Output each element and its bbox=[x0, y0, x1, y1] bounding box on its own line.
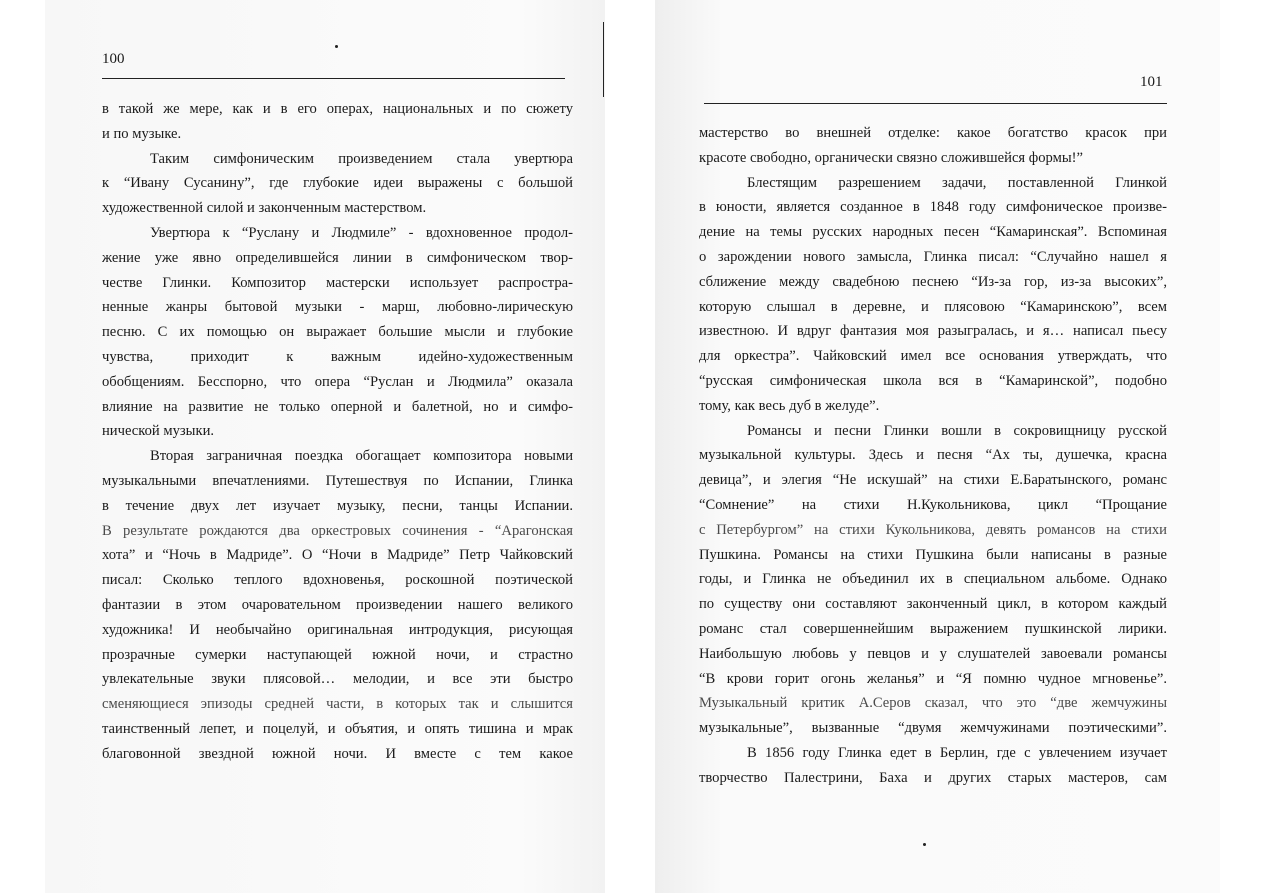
text-line: сближение между свадебною песнею “Из-за гор, из-за высоких”, bbox=[699, 273, 1167, 290]
text-line: известною. И вдруг фантазия моя разыгралась, и я… написал пьесу bbox=[699, 323, 1167, 340]
scan-speck bbox=[923, 843, 926, 846]
text-line: музыкальными впечатлениями. Путешествуя по Испании, Глинка bbox=[102, 472, 573, 489]
text-line: мастерство во внешней отделке: какое богатство красок при bbox=[699, 125, 1167, 141]
text-line: годы, и Глинка не объединил их в специальном альбоме. Однако bbox=[699, 571, 1167, 588]
text-line: Романсы и песни Глинки вошли в сокровищницу русской bbox=[747, 422, 1167, 439]
text-line: песню. С их помощью он выражает большие мысли и глубокие bbox=[102, 324, 573, 341]
text-line: красоте свободно, органически связно сложившейся формы!” bbox=[699, 149, 1083, 166]
text-line: по существу они составляют законченный цикл, в котором каждый bbox=[699, 596, 1167, 613]
text-line: нической музыки. bbox=[102, 423, 215, 440]
text-line: в такой же мере, как и в его операх, национальных и по сюжету bbox=[102, 101, 573, 117]
text-line: хота” и “Ночь в Мадриде”. О “Ночи в Мадриде” Петр Чайковский bbox=[102, 547, 573, 564]
text-line: в юности, является созданное в 1848 году симфоническое произве- bbox=[699, 199, 1167, 216]
text-line: Музыкальный критик А.Серов сказал, что это “две жемчужины bbox=[699, 695, 1167, 712]
text-line: Наибольшую любовь у певцов и у слушателей завоевали романсы bbox=[699, 645, 1167, 662]
text-line: В результате рождаются два оркестровых сочинения - “Арагонская bbox=[102, 522, 573, 539]
text-line: музыкальные”, вызванные “двумя жемчужинами поэтическими”. bbox=[699, 720, 1167, 737]
text-line: ненные жанры бытовой музыки - марш, любовно-лирическую bbox=[102, 299, 573, 316]
page-text bbox=[102, 97, 573, 767]
text-line: Увертюра к “Руслану и Людмиле” - вдохновенное продол- bbox=[150, 224, 573, 241]
gutter-line bbox=[603, 22, 604, 97]
text-line: честве Глинки. Композитор мастерски использует распростра- bbox=[102, 274, 573, 291]
text-line: писал: Сколько теплого вдохновенья, роскошной поэтической bbox=[102, 572, 573, 589]
text-line: художественной силой и законченным мастерством. bbox=[102, 200, 427, 217]
text-line: для оркестра”. Чайковский имел все основания утверждать, что bbox=[699, 348, 1167, 365]
text-line: Таким симфоническим произведением стала увертюра bbox=[150, 150, 573, 167]
text-line: в течение двух лет изучает музыку, песни, танцы Испании. bbox=[102, 497, 573, 514]
text-line: и по музыке. bbox=[102, 125, 182, 142]
text-line: Пушкина. Романсы на стихи Пушкина были написаны в разные bbox=[699, 546, 1167, 563]
text-line: увлекательные звуки плясовой… мелодии, и все эти быстро bbox=[102, 671, 573, 688]
text-line: влияние на развитие не только оперной и балетной, но и симфо- bbox=[102, 398, 573, 415]
text-line: сменяющиеся эпизоды средней части, в которых так и слышится bbox=[102, 696, 573, 713]
text-line: “русская симфоническая школа вся в “Камаринской”, подобно bbox=[699, 372, 1167, 389]
text-line: таинственный лепет, и поцелуй, и объятия, и опять тишина и мрак bbox=[102, 720, 573, 737]
text-line: романс стал совершеннейшим выражением пушкинской лирики. bbox=[699, 620, 1167, 637]
text-line: Блестящим разрешением задачи, поставленной Глинкой bbox=[747, 174, 1167, 191]
text-line: о зарождении нового замысла, Глинка писал: “Случайно нашел я bbox=[699, 248, 1167, 265]
text-line: прозрачные сумерки наступающей южной ночи, и страстно bbox=[102, 646, 573, 663]
text-line: “В крови горит огонь желанья” и “Я помню чудное мгновенье”. bbox=[699, 670, 1167, 687]
text-line: которую слышал в деревне, и плясовою “Камаринскою”, всем bbox=[699, 298, 1167, 315]
right-page bbox=[655, 0, 1220, 893]
text-line: чувства, приходит к важным идейно-художественным bbox=[102, 348, 573, 365]
page-number: 101 bbox=[1140, 74, 1163, 90]
page-number: 100 bbox=[102, 51, 125, 67]
text-line: благовонной звездной южной ночи. И вместе с тем какое bbox=[102, 745, 573, 762]
text-line: художника! И необычайно оригинальная интродукция, рисующая bbox=[102, 621, 573, 638]
scan-speck bbox=[335, 45, 338, 48]
text-line: дение на темы русских народных песен “Камаринская”. Вспоминая bbox=[699, 224, 1167, 241]
text-line: тому, как весь дуб в желуде”. bbox=[699, 397, 880, 414]
text-line: с Петербургом” на стихи Кукольникова, девять романсов на стихи bbox=[699, 521, 1167, 538]
text-line: “Сомнение” на стихи Н.Кукольникова, цикл “Прощание bbox=[699, 496, 1167, 513]
text-line: творчество Палестрини, Баха и других старых мастеров, сам bbox=[699, 769, 1167, 786]
text-line: девица”, и элегия “Не искушай” на стихи Е.Баратынского, романс bbox=[699, 472, 1167, 489]
text-line: В 1856 году Глинка едет в Берлин, где с увлечением изучает bbox=[747, 744, 1167, 761]
header-rule bbox=[704, 103, 1167, 104]
header-rule bbox=[102, 78, 565, 79]
text-line: фантазии в этом очаровательном произведении нашего великого bbox=[102, 596, 573, 613]
text-line: к “Ивану Сусанину”, где глубокие идеи выражены с большой bbox=[102, 175, 573, 192]
text-line: Вторая заграничная поездка обогащает композитора новыми bbox=[150, 448, 573, 465]
text-line: музыкальной культуры. Здесь и песня “Ах ты, душечка, красна bbox=[699, 447, 1167, 464]
text-line: жение уже явно определившейся линии в симфоническом твор- bbox=[102, 249, 573, 266]
page-text bbox=[699, 121, 1167, 791]
text-line: обобщениям. Бесспорно, что опера “Руслан и Людмила” оказала bbox=[102, 373, 573, 390]
left-page bbox=[45, 0, 605, 893]
